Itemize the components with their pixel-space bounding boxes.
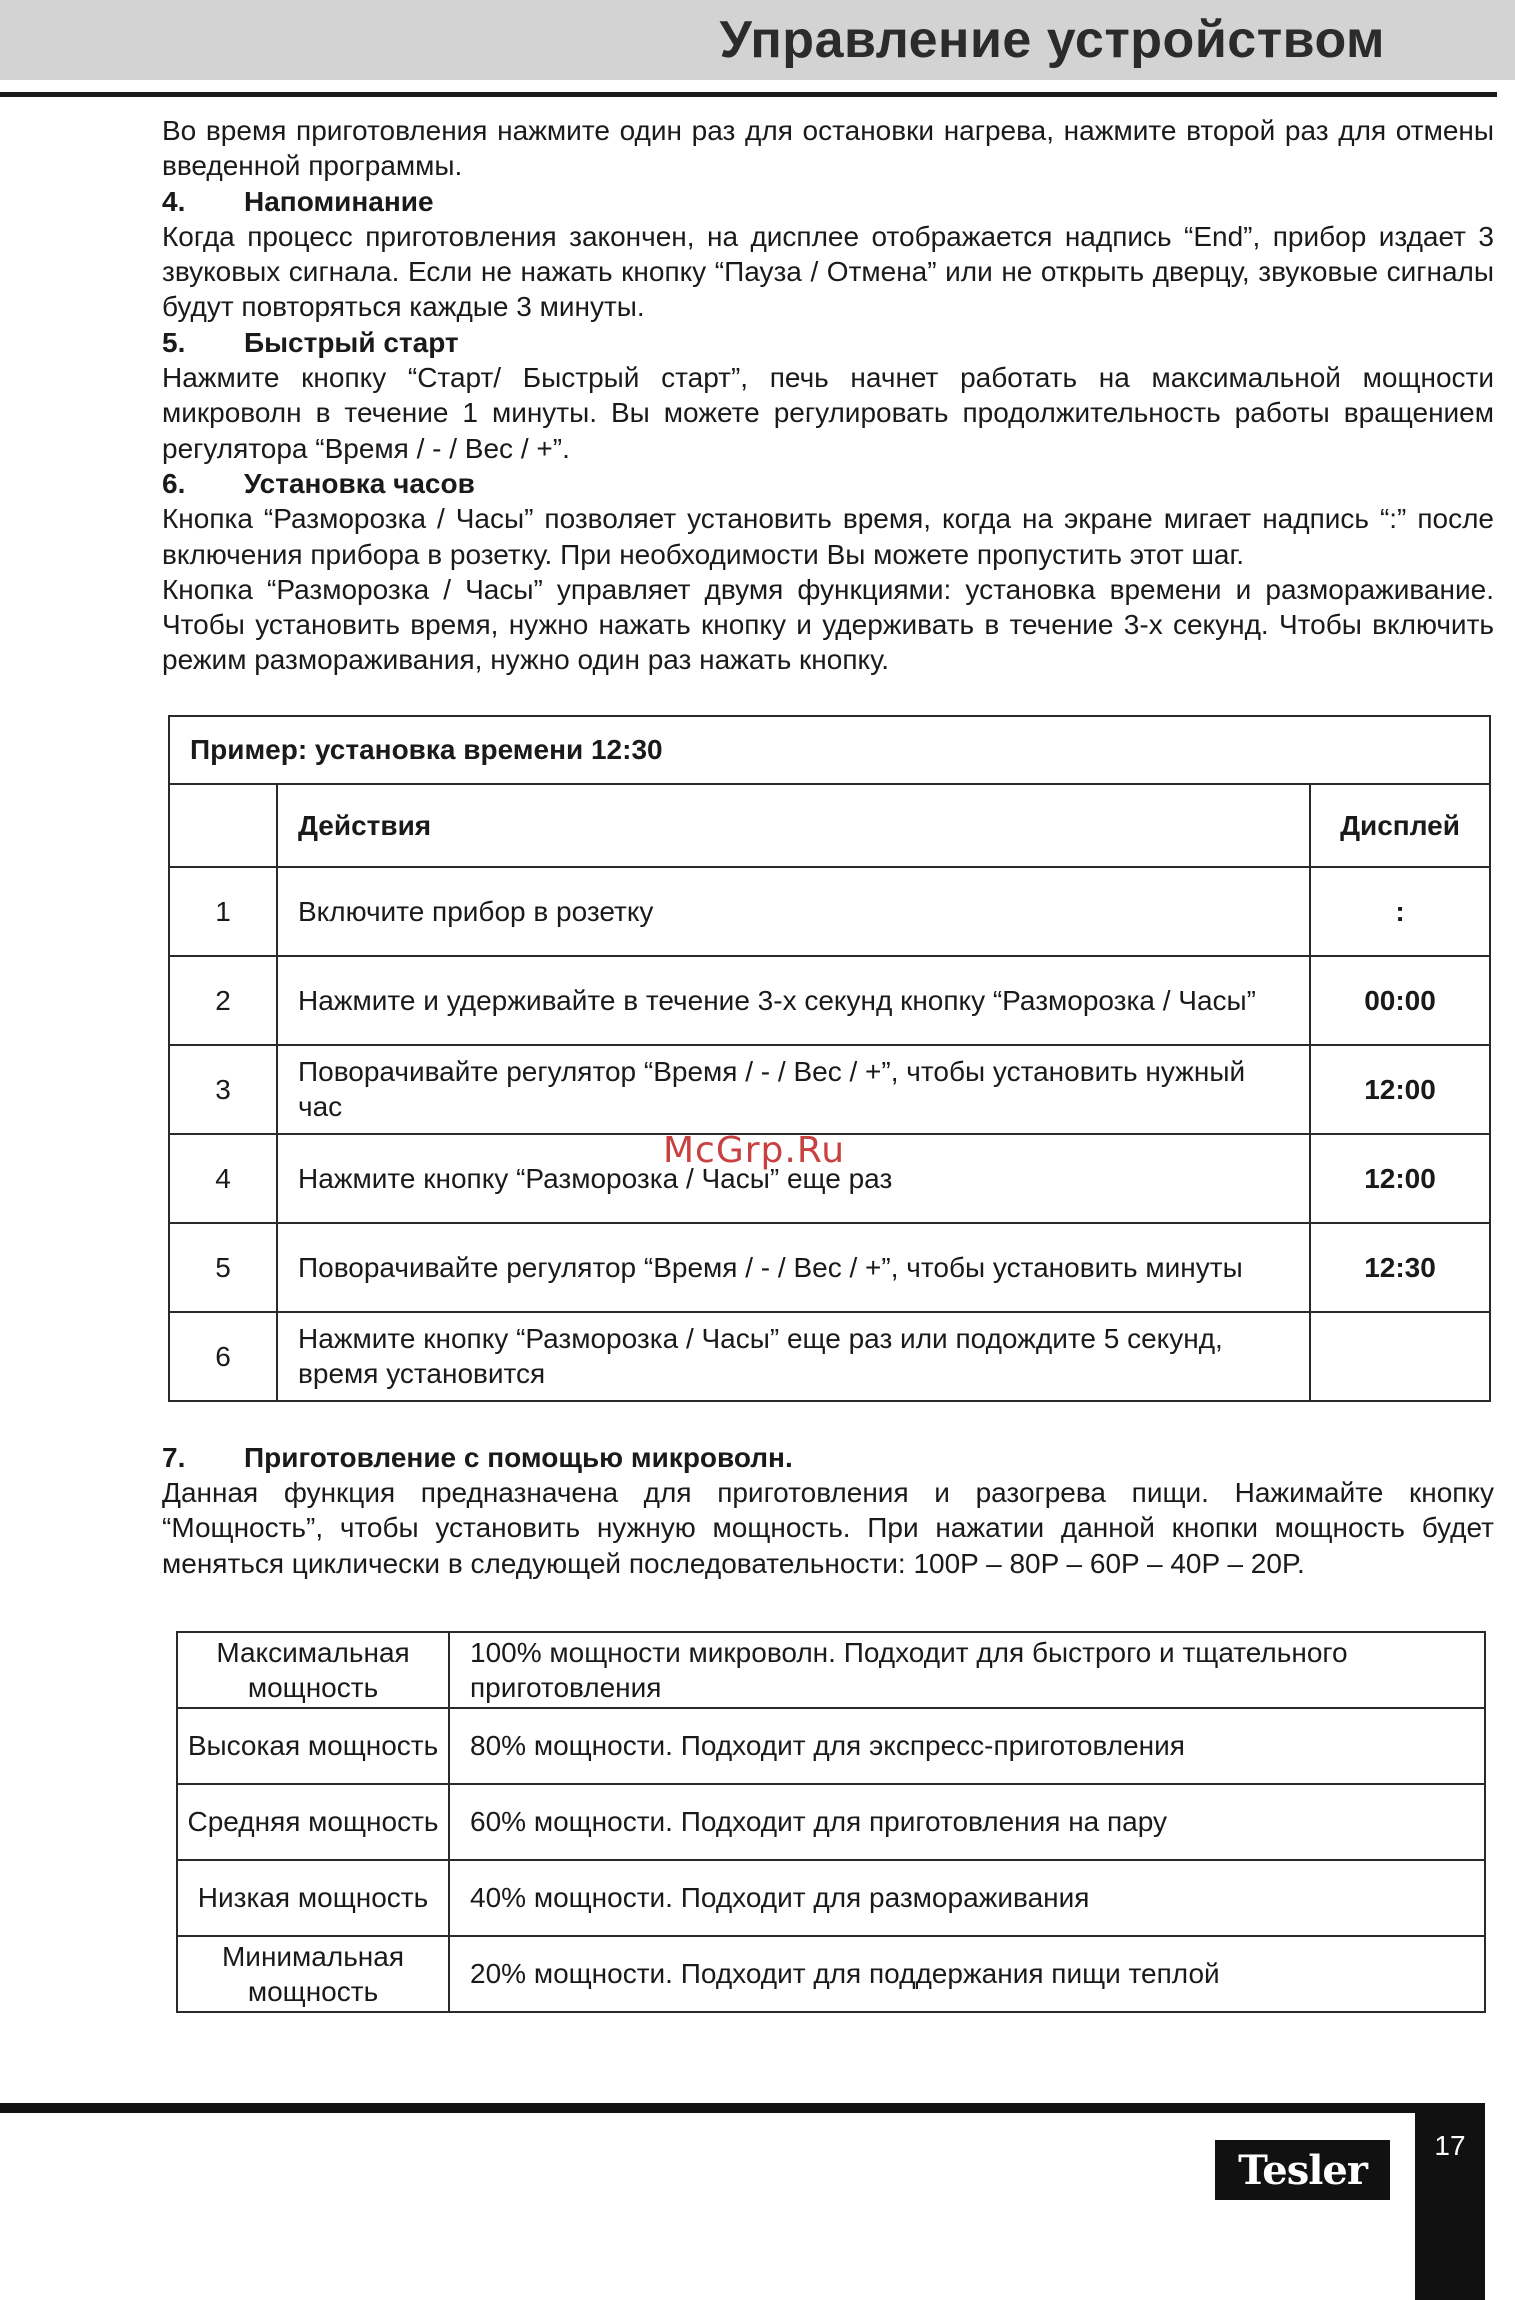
section-7-heading: [162, 1440, 1494, 1475]
section-number: 7.: [162, 1441, 186, 1473]
step-number: 2: [169, 956, 277, 1045]
step-number: 5: [169, 1223, 277, 1312]
power-description: 20% мощности. Подходит для поддержания пищи теплой: [449, 1936, 1485, 2012]
step-display: 12:30: [1310, 1223, 1490, 1312]
section-6-paragraph-2: Кнопка “Разморозка / Часы” управляет двумя функциями: установка времени и размораживание. Чтобы установить время, нужно нажать кнопку и удерживать в течение 3-х секунд. Чтобы включить режим размораживания, нужно один раз нажать кнопку.: [162, 573, 1494, 676]
power-level: Средняя мощность: [177, 1784, 449, 1860]
table-row: [177, 1632, 1485, 1708]
power-level: Минимальная мощность: [177, 1936, 449, 2012]
header-display: Дисплей: [1310, 784, 1490, 867]
table-row: [177, 1936, 1485, 2012]
step-number: 6: [169, 1312, 277, 1401]
table-row: [169, 956, 1490, 1045]
clock-example-table: [168, 715, 1491, 1402]
power-level: Низкая мощность: [177, 1860, 449, 1936]
section-4-heading: [162, 184, 1494, 219]
table-row: [169, 1045, 1490, 1134]
step-display: :: [1310, 867, 1490, 956]
power-levels-table: [176, 1631, 1486, 2013]
section-number: 5.: [162, 326, 186, 358]
example-table-title: Пример: установка времени 12:30: [169, 716, 1490, 784]
header-rule: [0, 92, 1497, 97]
header-empty-cell: [169, 784, 277, 867]
step-action: Включите прибор в розетку: [277, 867, 1310, 956]
brand-logo-text: Tesler: [1238, 2146, 1367, 2194]
power-description: 80% мощности. Подходит для экспресс-приготовления: [449, 1708, 1485, 1784]
step-display: 12:00: [1310, 1134, 1490, 1223]
footer-rule: [0, 2103, 1415, 2113]
page-number: 17: [1434, 2130, 1466, 2161]
section-number: 4.: [162, 185, 186, 217]
intro-paragraph: Во время приготовления нажмите один раз для остановки нагрева, нажмите второй раз для отмены введенной программы.: [162, 115, 1494, 182]
table-row: [177, 1708, 1485, 1784]
step-action: Нажмите кнопку “Разморозка / Часы” еще раз: [277, 1134, 1310, 1223]
header-actions: Действия: [277, 784, 1310, 867]
step-number: 1: [169, 867, 277, 956]
section-4-paragraph: Когда процесс приготовления закончен, на дисплее отображается надпись “End”, прибор издает 3 звуковых сигнала. Если не нажать кнопку “Пауза / Отмена” или не открыть дверцу, звуковые сигналы будут повторяться каждые 3 минуты.: [162, 220, 1494, 323]
table-row: [169, 867, 1490, 956]
section-title: Напоминание: [244, 185, 434, 217]
power-level: Высокая мощность: [177, 1708, 449, 1784]
section-6-paragraph-1: Кнопка “Разморозка / Часы” позволяет установить время, когда на экране мигает надпись “:” после включения прибора в розетку. При необходимости Вы можете пропустить этот шаг.: [162, 503, 1494, 570]
brand-logo: [1215, 2140, 1390, 2200]
table-row: [177, 1860, 1485, 1936]
table-row: [169, 1223, 1490, 1312]
step-action: Нажмите кнопку “Разморозка / Часы” еще раз или подождите 5 секунд, время установится: [277, 1312, 1310, 1401]
section-title: Приготовление с помощью микроволн.: [244, 1441, 793, 1473]
section-title: Быстрый старт: [244, 326, 459, 358]
power-level: Максимальная мощность: [177, 1632, 449, 1708]
section-7-paragraph: Данная функция предназначена для приготовления и разогрева пищи. Нажимайте кнопку “Мощность”, чтобы установить нужную мощность. При нажатии данной кнопки мощность будет меняться циклически в следующей последовательности: 100P – 80P – 60P – 40P – 20P.: [162, 1477, 1494, 1579]
watermark: McGrp.Ru: [663, 1130, 846, 1171]
power-description: 100% мощности микроволн. Подходит для быстрого и тщательного приготовления: [449, 1632, 1485, 1708]
table-row: [169, 1312, 1490, 1401]
step-display: 00:00: [1310, 956, 1490, 1045]
power-description: 60% мощности. Подходит для приготовления на пару: [449, 1784, 1485, 1860]
section-number: 6.: [162, 467, 186, 499]
step-display: [1310, 1312, 1490, 1401]
step-action: Поворачивайте регулятор “Время / - / Вес / +”, чтобы установить минуты: [277, 1223, 1310, 1312]
power-description: 40% мощности. Подходит для размораживания: [449, 1860, 1485, 1936]
step-number: 3: [169, 1045, 277, 1134]
step-display: 12:00: [1310, 1045, 1490, 1134]
section-5-heading: [162, 325, 1494, 360]
section-6-heading: [162, 466, 1494, 501]
step-number: 4: [169, 1134, 277, 1223]
section-title: Установка часов: [244, 467, 475, 499]
page-title: Управление устройством: [719, 11, 1385, 69]
content: [162, 113, 1494, 2013]
step-action: Нажмите и удерживайте в течение 3-х секунд кнопку “Разморозка / Часы”: [277, 956, 1310, 1045]
table-row: [177, 1784, 1485, 1860]
step-action: Поворачивайте регулятор “Время / - / Вес / +”, чтобы установить нужный час: [277, 1045, 1310, 1134]
section-5-paragraph: Нажмите кнопку “Старт/ Быстрый старт”, печь начнет работать на максимальной мощности микроволн в течение 1 минуты. Вы можете регулировать продолжительность работы вращением регулятора “Время / - / Вес / +”.: [162, 362, 1494, 464]
